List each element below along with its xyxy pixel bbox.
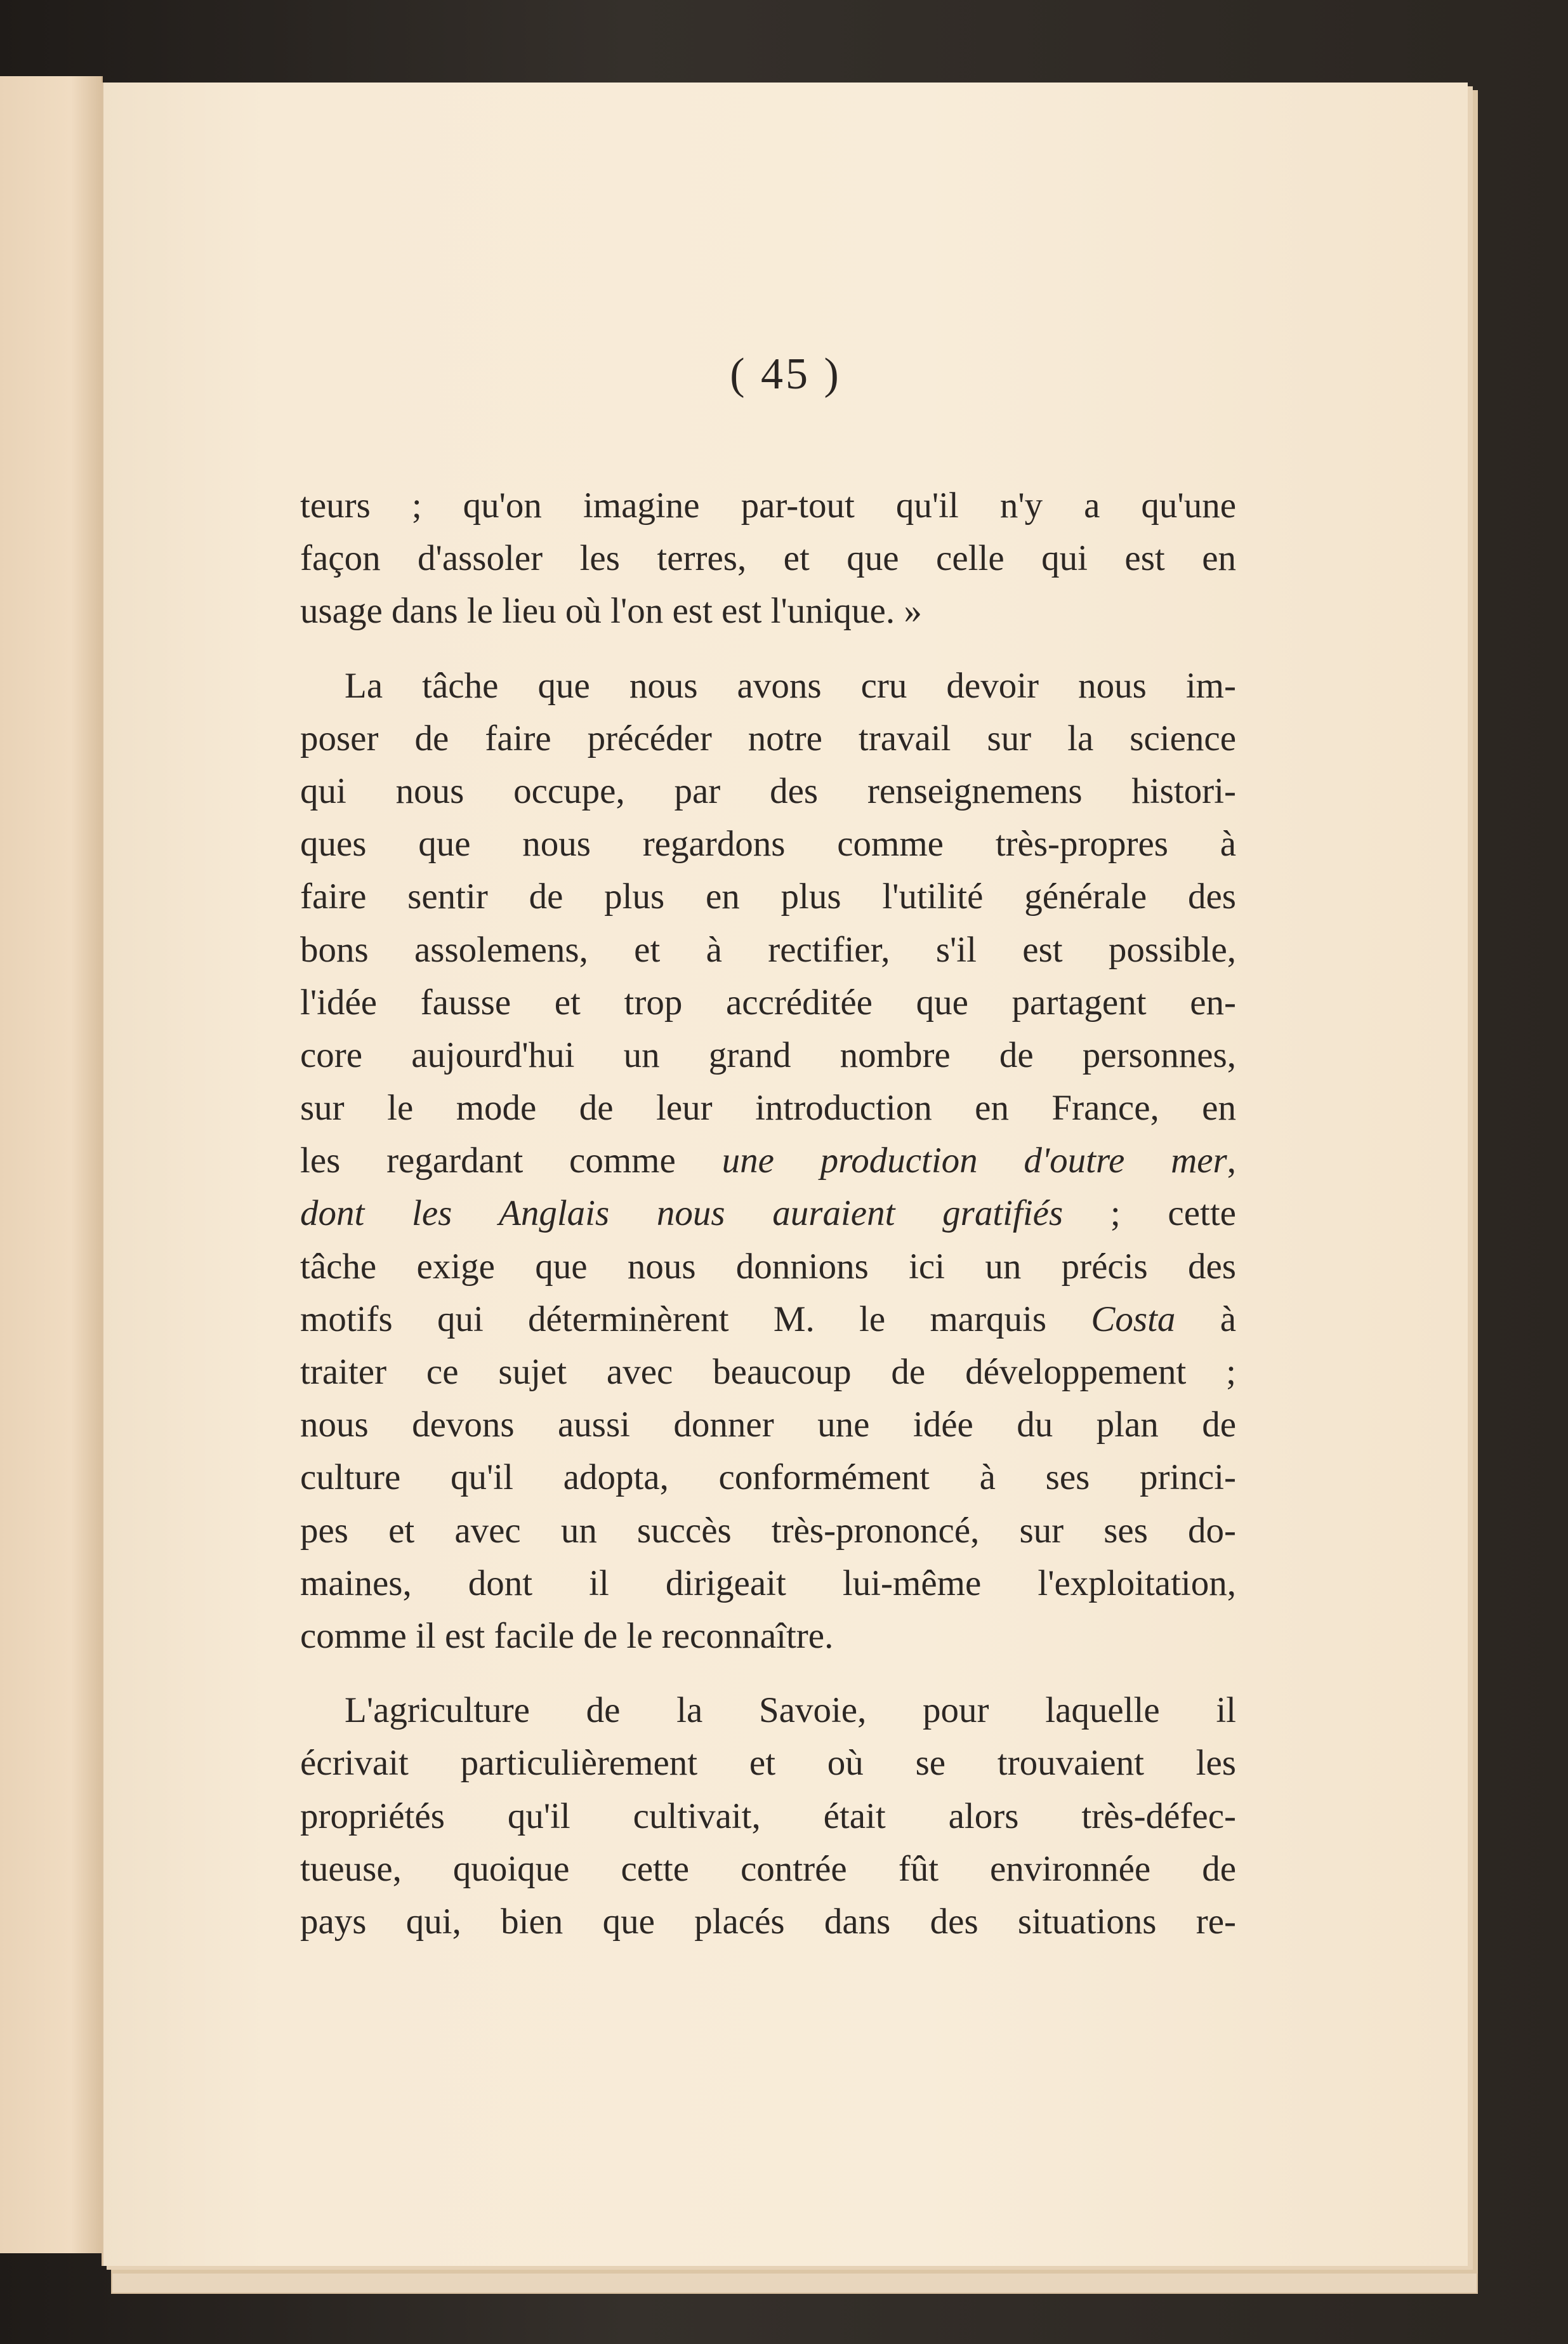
text-line: L'agriculture de la Savoie, pour laquelle il <box>345 1690 1236 1731</box>
text-line: traiter ce sujet avec beaucoup de développement ; <box>300 1352 1236 1392</box>
text-line: culture qu'il adopta, conformément à ses princi- <box>300 1457 1236 1498</box>
text-line-mixed <box>300 1134 1236 1187</box>
roman-run: à <box>1175 1299 1236 1339</box>
text-line: pes et avec un succès très-prononcé, sur ses do- <box>300 1510 1236 1551</box>
text-line: propriétés qu'il cultivait, était alors très-défec- <box>300 1796 1236 1836</box>
text-line-mixed <box>300 1187 1236 1240</box>
text-line: teurs ; qu'on imagine par-tout qu'il n'y a qu'une <box>300 486 1236 526</box>
roman-run: les regardant comme <box>300 1141 722 1181</box>
italic-run: Costa <box>1091 1299 1176 1339</box>
text-line-mixed <box>300 1293 1236 1346</box>
text-line: poser de faire précéder notre travail sur la science <box>300 718 1236 758</box>
roman-run: ; cette <box>1063 1193 1236 1234</box>
text-line: tueuse, quoique cette contrée fût environnée de <box>300 1848 1236 1889</box>
italic-run: une production d'outre mer <box>721 1141 1227 1181</box>
roman-run: , <box>1227 1141 1236 1181</box>
text-line: comme il est facile de le reconnaître. <box>300 1615 834 1656</box>
text-line: nous devons aussi donner une idée du plan de <box>300 1405 1236 1445</box>
text-line: usage dans le lieu où l'on est est l'unique. » <box>300 591 922 632</box>
text-line: façon d'assoler les terres, et que celle qui est en <box>300 538 1236 579</box>
text-line: La tâche que nous avons cru devoir nous im- <box>345 665 1236 706</box>
page-number: ( 45 ) <box>730 350 841 399</box>
text-line: ques que nous regardons comme très-propres à <box>300 824 1236 864</box>
text-line: qui nous occupe, par des renseignemens histori- <box>300 771 1236 811</box>
text-line: sur le mode de leur introduction en France, en <box>300 1088 1236 1129</box>
text-line: faire sentir de plus en plus l'utilité générale des <box>300 877 1236 917</box>
italic-run: dont les Anglais nous auraient gratifiés <box>300 1193 1064 1234</box>
text-line: l'idée fausse et trop accréditée que partagent en- <box>300 982 1236 1023</box>
text-line: tâche exige que nous donnions ici un précis des <box>300 1246 1236 1287</box>
text-line: core aujourd'hui un grand nombre de personnes, <box>300 1035 1236 1075</box>
body-text <box>300 479 1236 1948</box>
text-line: bons assolemens, et à rectifier, s'il est possible, <box>300 929 1236 970</box>
book-page <box>102 83 1468 2266</box>
text-line: pays qui, bien que placés dans des situations re- <box>300 1901 1236 1942</box>
facing-page-edge <box>0 76 103 2253</box>
roman-run: motifs qui déterminèrent M. le marquis <box>300 1299 1091 1339</box>
text-line: maines, dont il dirigeait lui-même l'exploitation, <box>300 1563 1236 1603</box>
text-line: écrivait particulièrement et où se trouvaient les <box>300 1743 1236 1784</box>
